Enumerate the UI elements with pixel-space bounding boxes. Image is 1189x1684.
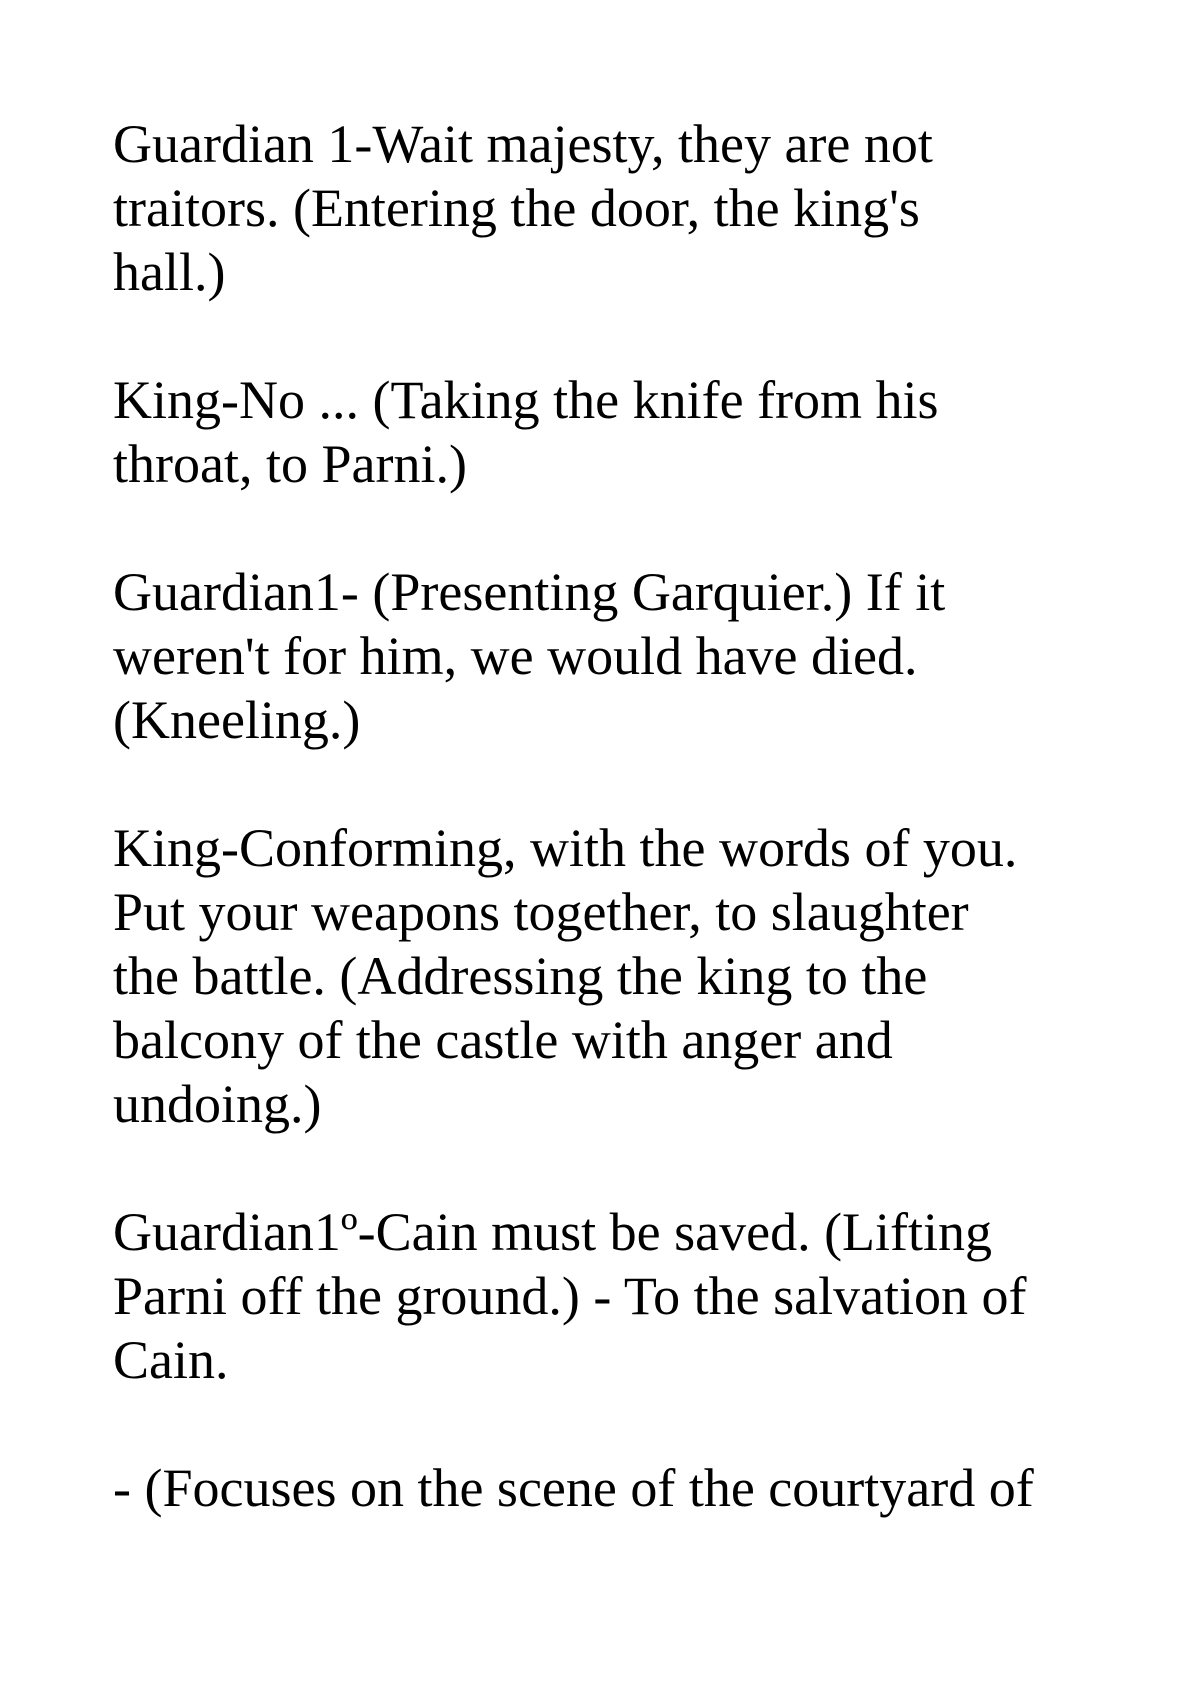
document-page	[113, 112, 1113, 1584]
script-paragraph-4: King-Conforming, with the words of you. Put your weapons together, to slaughter the battle. (Addressing the king to the balcony of the castle with anger and undoing.)	[113, 818, 1018, 1134]
script-paragraph-1: Guardian 1-Wait majesty, they are not traitors. (Entering the door, the king's hall.)	[113, 114, 933, 302]
script-paragraph-2: King-No ... (Taking the knife from his throat, to Parni.)	[113, 370, 939, 494]
script-paragraph-5: Guardian1º-Cain must be saved. (Lifting Parni off the ground.) - To the salvation of Cain.	[113, 1202, 1027, 1390]
script-paragraph-3: Guardian1- (Presenting Garquier.) If it weren't for him, we would have died. (Kneeling.)	[113, 562, 946, 750]
script-paragraph-6: - (Focuses on the scene of the courtyard of	[113, 1458, 1034, 1518]
